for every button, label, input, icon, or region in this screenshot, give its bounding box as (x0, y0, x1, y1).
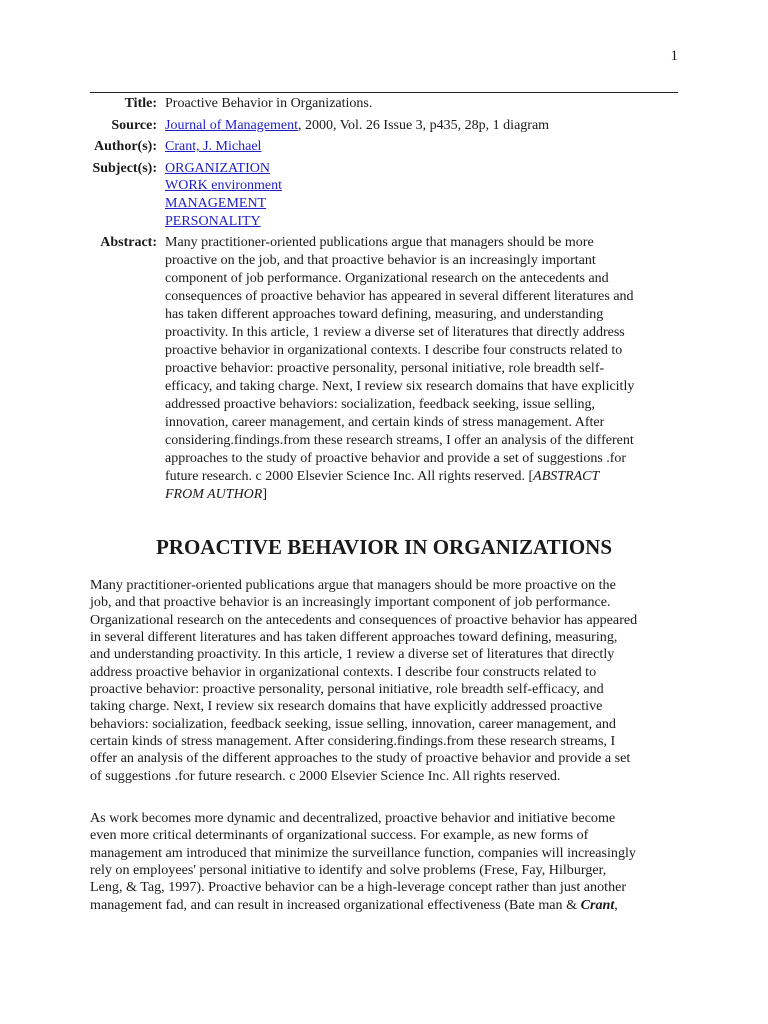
abstract-line: efficacy, and taking charge. Next, I review six research domains that have explicitly (165, 379, 635, 395)
subject-link-personality[interactable]: PERSONALITY (165, 213, 261, 229)
subjects-row (90, 160, 678, 230)
abstract-line: approaches to the study of proactive behavior and provide a set of suggestions .for (165, 451, 627, 467)
abstract-line (165, 486, 678, 504)
journal-link[interactable]: Journal of Management (165, 117, 298, 133)
subjects-label: Subject(s): (92, 160, 157, 176)
text-line: management am introduced that minimize the surveillance function, companies will increasingly (90, 844, 636, 861)
body-paragraph-1 (90, 577, 678, 785)
abstract-line: component of job performance. Organizational research on the antecedents and (165, 271, 609, 287)
abstract-line: innovation, career management, and certain kinds of stress management. After (165, 415, 605, 431)
subjects-list (165, 160, 678, 230)
title-label: Title: (124, 96, 157, 111)
abstract-source-tag: ABSTRACT (533, 469, 600, 485)
abstract-line (165, 468, 678, 486)
text-line: behaviors: socialization, feedback seeking, issue selling, innovation, career management, and (90, 715, 616, 732)
authors-row (90, 138, 678, 156)
source-row (90, 117, 678, 135)
abstract-line: proactive behavior: proactive personality, personal initiative, role breadth self- (165, 361, 605, 377)
abstract-close-bracket: ] (262, 487, 268, 503)
text-line: address proactive behavior in organizational contexts. I describe four constructs related to (90, 663, 597, 680)
abstract-label: Abstract: (100, 235, 157, 251)
abstract-line: has taken different approaches toward defining, measuring, and understanding (165, 307, 604, 323)
author-link[interactable]: Crant, J. Michael (165, 139, 262, 155)
abstract-line: proactive behavior in organizational contexts. I describe four constructs related to (165, 343, 623, 359)
subject-link-management[interactable]: MANAGEMENT (165, 195, 267, 211)
title-row (90, 95, 678, 113)
text-line: proactive behavior: proactive personality, personal initiative, role breadth self-efficacy, and (90, 681, 604, 698)
text-line: As work becomes more dynamic and decentralized, proactive behavior and initiative become (90, 810, 616, 826)
source-value (165, 117, 678, 135)
source-details: , 2000, Vol. 26 Issue 3, p435, 28p, 1 diagram (297, 117, 550, 133)
text-line: certain kinds of stress management. After considering.findings.from these research streams, I (90, 733, 616, 750)
title-value: Proactive Behavior in Organizations. (165, 96, 373, 111)
text-line: Organizational research on the antecedents and consequences of proactive behavior has appeared (90, 611, 638, 628)
text-line-start: management fad, and can result in increased organizational effectiveness (Bate man & (90, 896, 581, 913)
abstract-last-text: future research. c 2000 Elsevier Science Inc. All rights reserved. [ (165, 469, 534, 485)
text-line (90, 897, 678, 914)
subject-link-organization[interactable]: ORGANIZATION (165, 160, 270, 176)
text-line: offer an analysis of the different approaches to the study of proactive behavior and provide a set (90, 750, 631, 767)
text-line: job, and that proactive behavior is an increasingly important component of job performance. (90, 594, 611, 611)
header-rule (90, 92, 678, 93)
body-paragraph-2 (90, 810, 678, 914)
citation-metadata (90, 95, 678, 508)
abstract-source-tag-cont: FROM AUTHOR (165, 487, 263, 503)
text-line: taking charge. Next, I review six research domains that have explicitly addressed proactive (90, 698, 603, 715)
source-label: Source: (111, 117, 157, 133)
abstract-line: considering.findings.from these research streams, I offer an analysis of the different (165, 433, 634, 449)
abstract-line: proactivity. In this article, 1 review a diverse set of literatures that directly address (165, 325, 625, 341)
abstract-line: consequences of proactive behavior has appeared in several different literatures and (165, 289, 634, 305)
abstract-text (165, 234, 678, 504)
text-line: and understanding proactivity. In this article, 1 review a diverse set of literatures that directly (90, 646, 615, 663)
subject-link-work-environment[interactable]: WORK environment (165, 178, 283, 194)
text-line: in several different literatures and has taken different approaches toward defining, measuring, (90, 629, 618, 646)
abstract-row (90, 234, 678, 504)
text-line: rely on employees' personal initiative to identify and solve problems (Frese, Fay, Hilburger, (90, 862, 607, 879)
text-line-end: , (614, 896, 618, 913)
authors-value (165, 138, 678, 156)
abstract-line: addressed proactive behaviors: socialization, feedback seeking, issue selling, (165, 397, 595, 413)
article-heading: PROACTIVE BEHAVIOR IN ORGANIZATIONS (155, 535, 613, 559)
text-line: Many practitioner-oriented publications argue that managers should be more proactive on the (90, 577, 616, 593)
emphasized-citation: Crant (580, 896, 615, 913)
authors-label: Author(s): (94, 139, 157, 155)
text-line: even more critical determinants of organizational success. For example, as new forms of (90, 827, 589, 844)
text-line: of suggestions .for future research. c 2000 Elsevier Science Inc. All rights reserved. (90, 767, 561, 784)
abstract-line: proactive on the job, and that proactive behavior is an increasingly important (165, 253, 596, 269)
abstract-line: Many practitioner-oriented publications argue that managers should be more (165, 235, 594, 251)
text-line: Leng, & Tag, 1997). Proactive behavior can be a high-leverage concept rather than just another (90, 879, 627, 896)
page-number: 1 (670, 48, 678, 64)
